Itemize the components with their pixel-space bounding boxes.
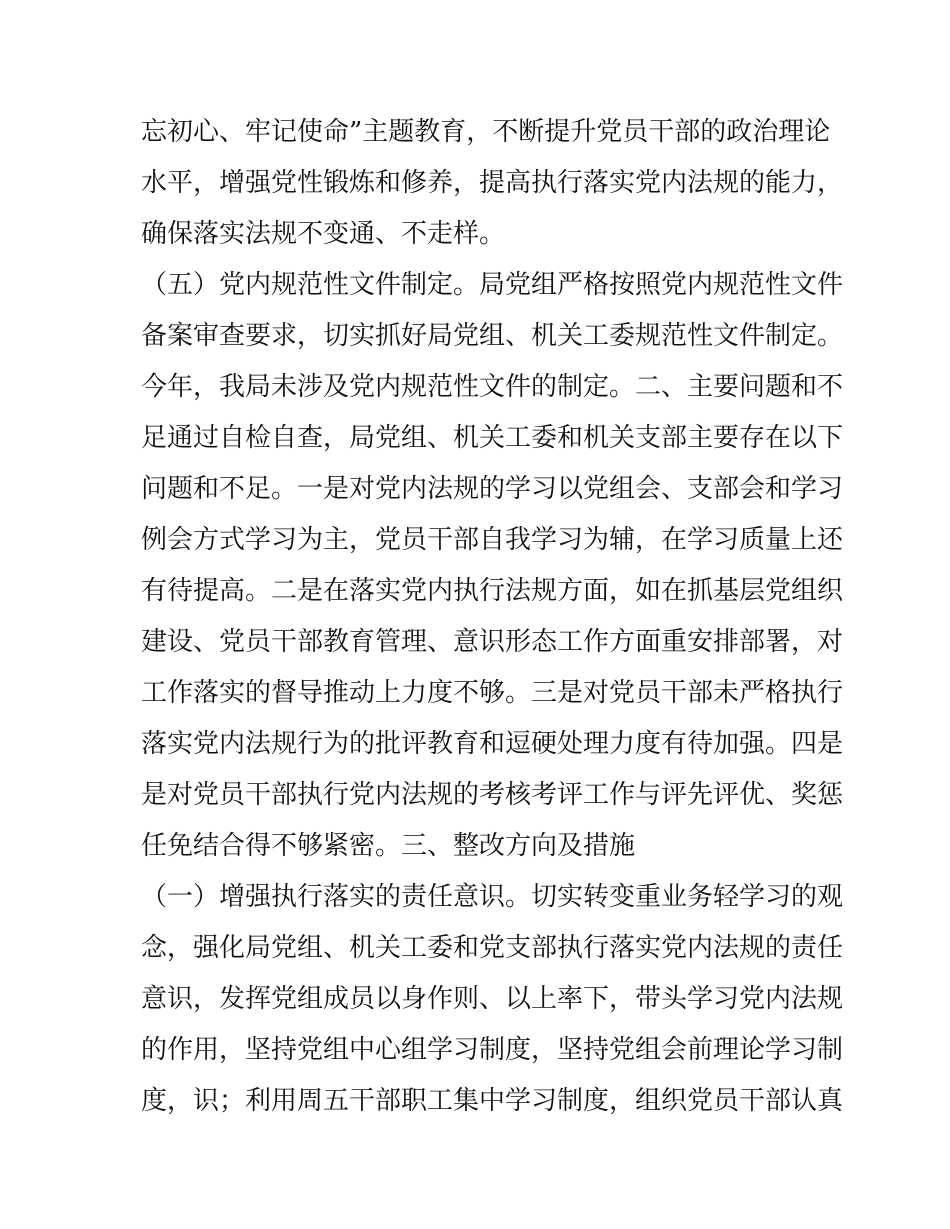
- paragraph-heading-line: （一）增强执行落实的责任意识。切实转变重业务轻学习的观: [141, 882, 844, 912]
- text-line: 问题和不足。一是对党内法规的学习以党组会、支部会和学习: [141, 474, 844, 504]
- text-line: 有待提高。二是在落实党内执行法规方面，如在抓基层党组织: [141, 576, 844, 606]
- text-line: 确保落实法规不变通、不走样。: [141, 219, 506, 249]
- text-line: 的作用，坚持党组中心组学习制度，坚持党组会前理论学习制: [141, 1035, 844, 1065]
- text-line: 水平，增强党性锻炼和修养，提高执行落实党内法规的能力，: [141, 168, 844, 198]
- text-line: 度，识；利用周五干部职工集中学习制度，组织党员干部认真: [141, 1086, 844, 1116]
- text-line: 建设、党员干部教育管理、意识形态工作方面重安排部署，对: [141, 627, 844, 657]
- document-body: [141, 107, 844, 1127]
- text-line: 忘初心、牢记使命”主题教育，不断提升党员干部的政治理论: [141, 117, 831, 147]
- text-line: 落实党内法规行为的批评教育和逗硬处理力度有待加强。四是: [141, 729, 844, 759]
- text-line: 工作落实的督导推动上力度不够。三是对党员干部未严格执行: [141, 678, 844, 708]
- text-line: 是对党员干部执行党内法规的考核考评工作与评先评优、奖惩: [141, 780, 844, 810]
- text-line: 念，强化局党组、机关工委和党支部执行落实党内法规的责任: [141, 933, 844, 963]
- text-line: 意识，发挥党组成员以身作则、以上率下，带头学习党内法规: [141, 984, 844, 1014]
- text-line: 今年，我局未涉及党内规范性文件的制定。二、主要问题和不: [141, 372, 844, 402]
- text-line: 例会方式学习为主，党员干部自我学习为辅，在学习质量上还: [141, 525, 844, 555]
- text-line: 任免结合得不够紧密。三、整改方向及措施: [141, 831, 636, 861]
- paragraph-heading-line: （五）党内规范性文件制定。局党组严格按照党内规范性文件: [141, 270, 844, 300]
- text-line: 足通过自检自查，局党组、机关工委和机关支部主要存在以下: [141, 423, 844, 453]
- text-line: 备案审查要求，切实抓好局党组、机关工委规范性文件制定。: [141, 321, 844, 351]
